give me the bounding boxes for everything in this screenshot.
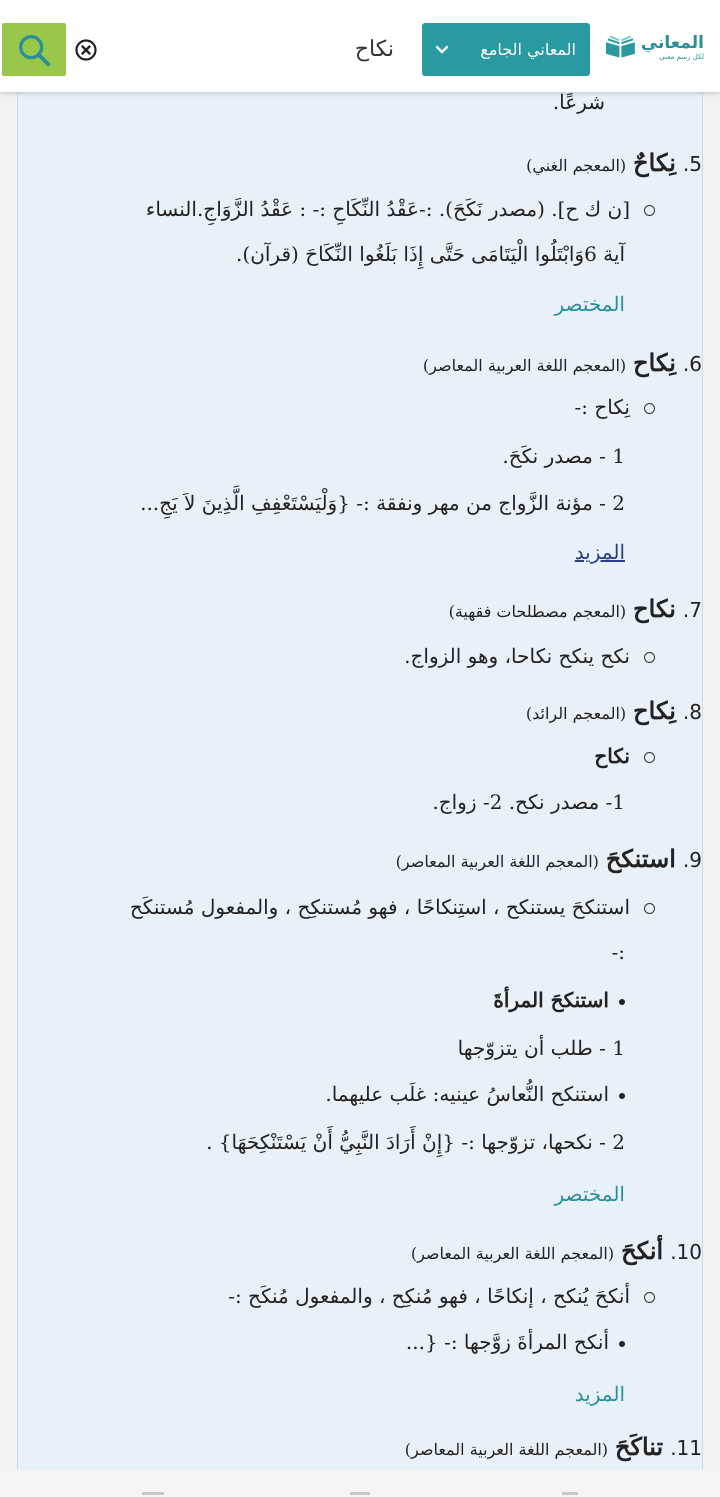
definition-text: نكاح (594, 744, 630, 768)
more-link[interactable]: المزيد (574, 540, 625, 564)
entry-9-line-6: 2 - نكحها، تزوّجها :- {إِنْ أَرَادَ النَّبِيُّ أَنْ يَسْتَنْكِحَهَا} . (206, 1130, 625, 1154)
entry-9-line-1 (18, 895, 655, 919)
definition-text: استنكحَ يستنكح ، استِنكاحًا ، فهو مُستنكِح ، والمفعول مُستنكَح (129, 895, 630, 919)
dot-bullet-icon (619, 1093, 625, 1099)
definition-text: نِكاح :- (574, 395, 630, 419)
entry-9-line-3 (18, 988, 625, 1012)
entry-6-line-1 (18, 395, 655, 419)
entry-5-line-1 (18, 197, 655, 221)
definition-text: نكح ينكح نكاحا، وهو الزواج. (404, 644, 630, 668)
close-circle-icon (74, 38, 98, 62)
entry-5-heading (18, 148, 702, 177)
entry-source: (المعجم اللغة العربية المعاصر) (395, 852, 599, 871)
circle-bullet-icon (644, 403, 655, 414)
bottom-navigation-bar (0, 1470, 720, 1497)
dot-bullet-icon (619, 999, 625, 1005)
definition-text: استنكح النُّعاسُ عينيه: غلَب عليهما. (325, 1082, 609, 1106)
entry-number: 11. (670, 1436, 702, 1460)
circle-bullet-icon (644, 205, 655, 216)
search-input[interactable] (118, 23, 418, 76)
more-link[interactable]: المختصر (554, 292, 625, 316)
entry-number: 9. (682, 848, 702, 872)
entry-7-heading (18, 594, 702, 623)
circle-bullet-icon (644, 652, 655, 663)
circle-bullet-icon (644, 1292, 655, 1303)
entry-number: 6. (682, 352, 702, 376)
entry-number: 10. (670, 1240, 702, 1264)
entry-5-line-2: آية 6وَابْتَلُوا الْيَتَامَى حَتَّى إِذَا بَلَغُوا النِّكَاحَ (قرآن). (236, 242, 625, 266)
entry-word[interactable]: نِكاح (633, 696, 676, 725)
entry-number: 8. (682, 700, 702, 724)
entry-11-heading (18, 1432, 702, 1461)
circle-bullet-icon (644, 903, 655, 914)
entry-9-line-4: 1 - طلب أن يتزوّجها (457, 1036, 625, 1060)
nav-home-icon[interactable] (350, 1492, 370, 1495)
entry-6-line-3: 2 - مؤنة الزَّواج من مهر ونفقة :- {وَلْيَسْتَعْفِفِ الَّذِينَ لاَ يَجِ... (140, 491, 625, 515)
entry-word[interactable]: نِكاحٌ (633, 148, 676, 177)
entry-source: (المعجم اللغة العربية المعاصر) (404, 1440, 609, 1459)
top-header (0, 0, 720, 92)
entry-word[interactable]: تناكَحَ (615, 1432, 664, 1461)
definition-text: [ن ك ح]. (مصدر نَكَحَ). :-عَقْدُ النِّكَاحِ :- : عَقْدُ الزَّوَاجِ.النساء (145, 197, 630, 221)
entry-10-heading (18, 1236, 702, 1265)
entry-10-line-1 (18, 1284, 655, 1308)
entry-word[interactable]: استنكحَ (605, 844, 676, 873)
dot-bullet-icon (619, 1341, 625, 1347)
site-logo[interactable] (604, 28, 704, 68)
results-panel (17, 92, 703, 1470)
entry-word[interactable]: نِكاح (633, 348, 676, 377)
entry-source: (المعجم مصطلحات فقهية) (448, 602, 627, 621)
definition-text: استنكحَ المرأةَ (493, 988, 609, 1012)
entry-source: (المعجم الرائد) (525, 704, 627, 723)
search-icon (15, 31, 53, 69)
entry-source: (المعجم اللغة العربية المعاصر) (422, 356, 627, 375)
entry-9-heading (18, 844, 702, 873)
top-fragment: شرعًا. (552, 92, 605, 114)
entry-10-line-2 (18, 1330, 625, 1354)
circle-bullet-icon (644, 752, 655, 763)
chevron-down-icon (434, 42, 450, 58)
entry-6-heading (18, 348, 702, 377)
definition-text: أنكح المرأةَ زوَّجها :- {... (405, 1330, 609, 1354)
more-link[interactable]: المختصر (554, 1182, 625, 1206)
book-logo-icon (604, 34, 637, 62)
entry-word[interactable]: أنكحَ (621, 1236, 664, 1265)
definition-text: أنكحَ يُنكح ، إنكاحًا ، فهو مُنكِح ، والمفعول مُنكَح :- (228, 1284, 630, 1308)
search-button[interactable] (2, 23, 66, 76)
dictionary-select-label: المعاني الجامع (480, 40, 576, 59)
entry-9-line-5 (18, 1082, 625, 1106)
logo-text-block (641, 34, 704, 62)
entry-source: (المعجم الغني) (526, 156, 627, 175)
nav-recents-icon[interactable] (142, 1492, 164, 1495)
more-link[interactable]: المزيد (574, 1382, 625, 1406)
entry-8-heading (18, 696, 702, 725)
entry-6-line-2: 1 - مصدر نكَحَ. (502, 444, 625, 468)
entry-7-line-1 (18, 644, 655, 668)
dictionary-select[interactable] (422, 23, 590, 76)
clear-search-button[interactable] (74, 38, 98, 62)
logo-title: المعاني (640, 33, 704, 53)
entry-number: 7. (682, 598, 702, 622)
entry-source: (المعجم اللغة العربية المعاصر) (410, 1244, 615, 1263)
entry-9-line-2: :- (611, 940, 625, 964)
entry-number: 5. (682, 152, 702, 176)
entry-8-line-2: 1- مصدر نكح. 2- زواج. (432, 790, 625, 814)
entry-8-line-1 (18, 744, 655, 768)
entry-word[interactable]: نكاح (633, 594, 676, 623)
nav-back-icon[interactable] (562, 1492, 578, 1495)
logo-tagline: لكل رسم معنى (659, 53, 704, 61)
